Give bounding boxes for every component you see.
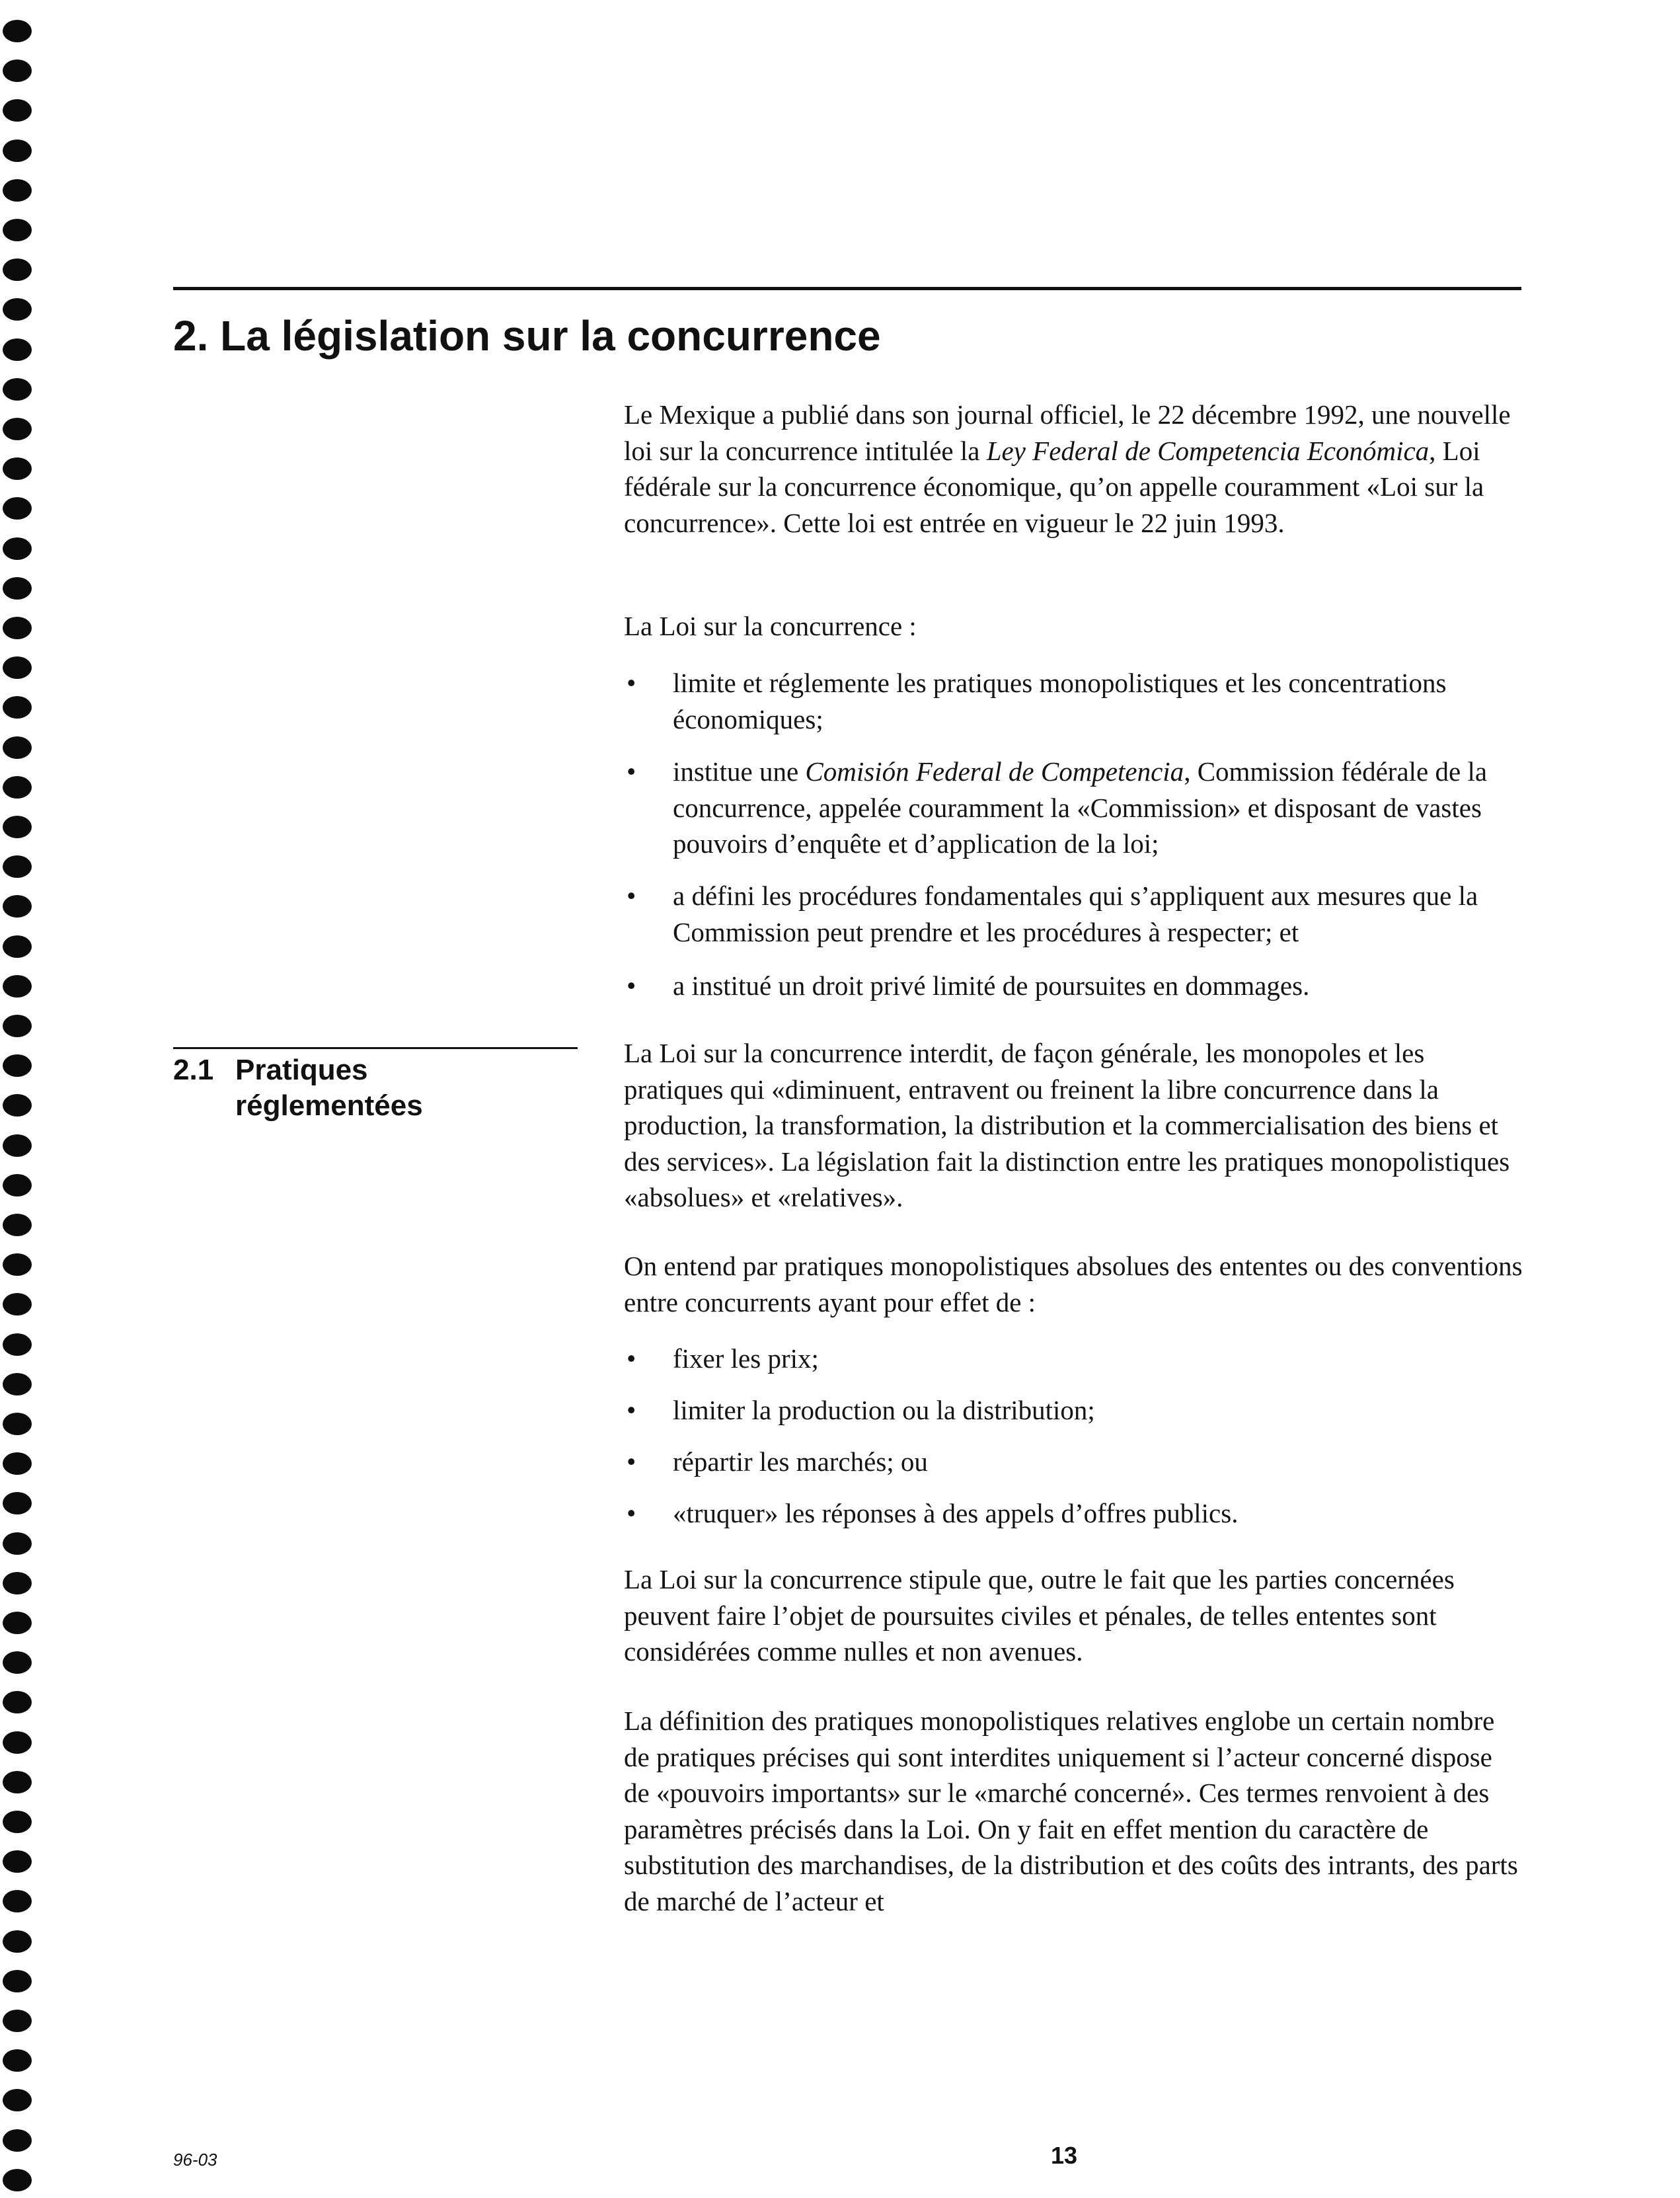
list-item-text: a défini les procédures fondamentales qui s’appliquent aux mesures que la Commission peut prendre et les procédures à respecter; et <box>673 881 1478 947</box>
binder-hole <box>3 1572 32 1594</box>
binder-hole <box>3 1214 32 1236</box>
section-rule <box>173 1047 578 1049</box>
binder-hole <box>3 1532 32 1555</box>
binder-hole <box>3 2089 32 2111</box>
binder-hole <box>3 20 32 42</box>
section-paragraph-text: La Loi sur la concurrence stipule que, outre le fait que les parties concernées peuvent faire l’objet de poursuites civiles et pénales, de telles ententes sont considérées comme nulles et non avenues. <box>624 1564 1455 1667</box>
binder-hole <box>3 577 32 600</box>
binder-hole <box>3 855 32 878</box>
binder-hole <box>3 617 32 639</box>
binder-hole <box>3 696 32 719</box>
section-paragraph <box>624 1035 1523 1216</box>
binder-hole <box>3 59 32 82</box>
binder-hole <box>3 1890 32 1912</box>
binder-hole <box>3 1015 32 1037</box>
bullet-icon: • <box>627 1343 636 1374</box>
section-paragraph-text: La définition des pratiques monopolistiques relatives englobe un certain nombre de pratiques précises qui sont interdites uniquement si l’acteur concerné dispose de «pouvoirs importants» sur le «marché concerné». Ces termes renvoient à des paramètres précisés dans la Loi. On y fait en effet mention du caractère de substitution des marchandises, de la distribution et des coûts des intrants, des parts de marché de l’acteur et <box>624 1706 1518 1916</box>
binder-holes <box>0 0 40 2198</box>
list-item-text: «truquer» les réponses à des appels d’offres publics. <box>673 1498 1239 1528</box>
binder-hole <box>3 975 32 998</box>
binder-hole <box>3 457 32 480</box>
binder-hole <box>3 1731 32 1754</box>
commission-name: Comisión Federal de Competencia <box>805 756 1184 787</box>
intro-lead-text: La Loi sur la concurrence : <box>624 611 917 641</box>
binder-hole <box>3 1651 32 1674</box>
binder-hole <box>3 2010 32 2032</box>
binder-hole <box>3 1492 32 1514</box>
section-paragraph <box>624 1248 1523 1320</box>
list-item-text: a institué un droit privé limité de poursuites en dommages. <box>673 970 1310 1001</box>
binder-hole <box>3 139 32 162</box>
law-name: Ley Federal de Competencia Económica <box>986 435 1430 466</box>
intro-text-a: Le Mexique a publié dans son journal officiel, le 22 décembre 1992, une nouvelle loi sur la concurrence intitulée la <box>624 399 1511 466</box>
binder-hole <box>3 2049 32 2072</box>
binder-hole <box>3 1054 32 1077</box>
binder-hole <box>3 1134 32 1157</box>
binder-hole <box>3 1970 32 1992</box>
bullet-icon: • <box>627 756 636 787</box>
binder-hole <box>3 1691 32 1713</box>
binder-hole <box>3 2129 32 2152</box>
bullet-icon: • <box>627 668 636 698</box>
binder-hole <box>3 1413 32 1435</box>
binder-hole <box>3 179 32 202</box>
binder-hole <box>3 656 32 679</box>
binder-hole <box>3 1930 32 1953</box>
binder-hole <box>3 338 32 361</box>
chapter-title: 2. La législation sur la concurrence <box>173 312 881 360</box>
bullet-icon: • <box>627 970 636 1001</box>
binder-hole <box>3 258 32 281</box>
binder-hole <box>3 1174 32 1197</box>
binder-hole <box>3 378 32 401</box>
binder-hole <box>3 1850 32 1873</box>
list-item-text: limite et réglemente les pratiques monopolistiques et les concentrations économiques; <box>673 668 1447 734</box>
list-item-text: institue une Comisión Federal de Competencia, Commission fédérale de la concurrence, appelée couramment la «Commission» et disposant de vastes pouvoirs d’enquête et d’application de la loi; <box>673 756 1488 859</box>
binder-hole <box>3 298 32 321</box>
binder-hole <box>3 816 32 838</box>
section-title: Pratiques réglementées <box>235 1054 423 1122</box>
list-item-text: limiter la production ou la distribution; <box>673 1395 1095 1425</box>
binder-hole <box>3 2169 32 2191</box>
section-paragraph <box>624 1561 1523 1670</box>
list-item-text: répartir les marchés; ou <box>673 1446 928 1477</box>
binder-hole <box>3 537 32 560</box>
binder-hole <box>3 1373 32 1395</box>
binder-hole <box>3 1811 32 1833</box>
intro-paragraph <box>624 397 1523 541</box>
section-paragraph-text: La Loi sur la concurrence interdit, de façon générale, les monopoles et les pratiques qui «diminuent, entravent ou freinent la libre concurrence dans la production, la transformation, la distribution et la commercialisation des biens et des services». La législation fait la distinction entre les pratiques monopolistiques «absolues» et «relatives». <box>624 1038 1510 1212</box>
section-paragraph <box>624 1703 1523 1919</box>
binder-hole <box>3 99 32 122</box>
page-number: 13 <box>1051 2142 1078 2169</box>
binder-hole <box>3 736 32 759</box>
binder-hole <box>3 935 32 958</box>
binder-hole <box>3 1452 32 1475</box>
section-paragraph-text: On entend par pratiques monopolistiques absolues des ententes ou des conventions entre concurrents ayant pour effet de : <box>624 1251 1523 1317</box>
binder-hole <box>3 1771 32 1793</box>
binder-hole <box>3 1333 32 1356</box>
intro-lead <box>624 608 1523 645</box>
bullet-icon: • <box>627 881 636 911</box>
document-code: 96-03 <box>173 2150 217 2170</box>
bullet-icon: • <box>627 1498 636 1528</box>
binder-hole <box>3 1612 32 1634</box>
binder-hole <box>3 1293 32 1315</box>
binder-hole <box>3 1253 32 1276</box>
intro-text-b: , Loi fédérale sur la concurrence économique, qu’on appelle couramment «Loi sur la concurrence». Cette loi est entrée en vigueur le 22 juin 1993. <box>624 435 1484 538</box>
list-item-text: fixer les prix; <box>673 1343 819 1374</box>
binder-hole <box>3 418 32 440</box>
binder-hole <box>3 895 32 918</box>
chapter-rule <box>173 287 1521 290</box>
binder-hole <box>3 776 32 799</box>
bullet-icon: • <box>627 1395 636 1425</box>
binder-hole <box>3 497 32 520</box>
section-number: 2.1 <box>173 1054 214 1086</box>
bullet-icon: • <box>627 1446 636 1477</box>
binder-hole <box>3 219 32 241</box>
binder-hole <box>3 1094 32 1117</box>
